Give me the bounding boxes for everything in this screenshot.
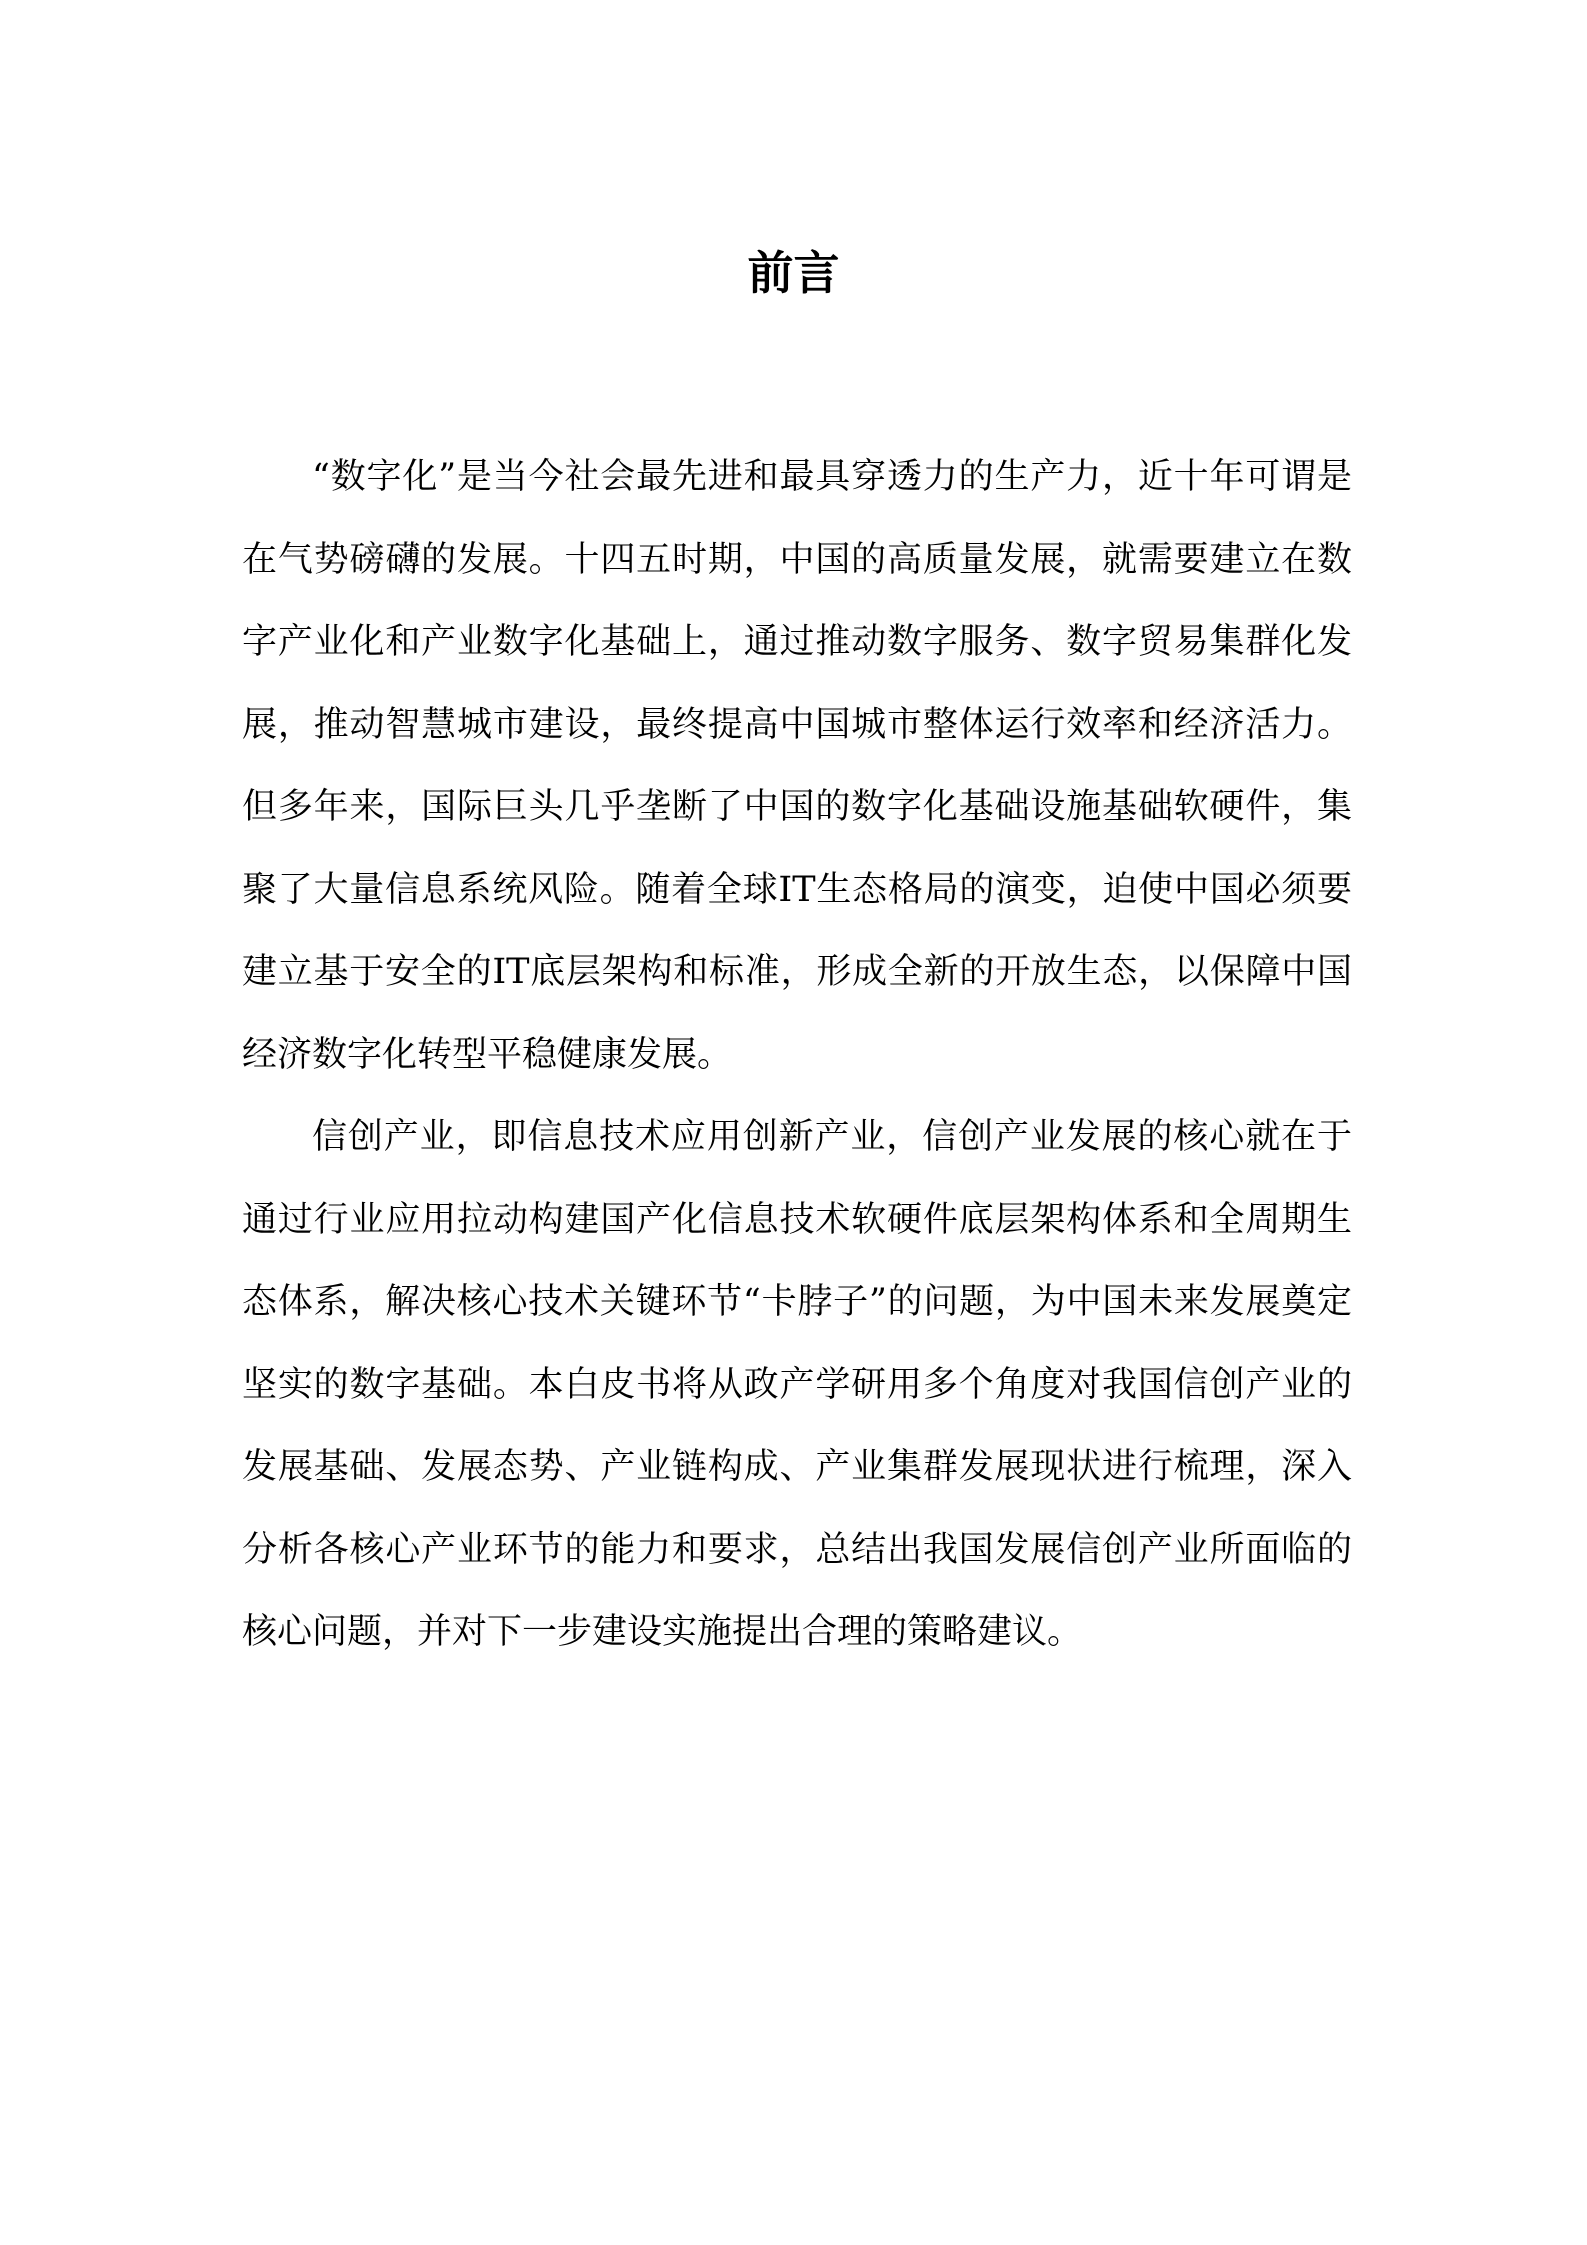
paragraph-2: 信创产业，即信息技术应用创新产业，信创产业发展的核心就在于通过行业应用拉动构建国产化信息技术软硬件底层架构体系和全周期生态体系，解决核心技术关键环节“卡脖子”的问题，为中国未来发展奠定坚实的数字基础。本白皮书将从政产学研用多个角度对我国信创产业的发展基础、发展态势、产业链构成、产业集群发展现状进行梳理，深入分析各核心产业环节的能力和要求，总结出我国发展信创产业所面临的核心问题，并对下一步建设实施提出合理的策略建议。 xyxy=(242,1117,1352,1652)
page-title: 前言 xyxy=(747,246,840,300)
document-body xyxy=(242,436,1352,1674)
paragraph-1: “数字化”是当今社会最先进和最具穿透力的生产力，近十年可谓是在气势磅礴的发展。十四五时期，中国的高质量发展，就需要建立在数字产业化和产业数字化基础上，通过推动数字服务、数字贸易集群化发展，推动智慧城市建设，最终提高中国城市整体运行效率和经济活力。但多年来，国际巨头几乎垄断了中国的数字化基础设施基础软硬件，集聚了大量信息系统风险。随着全球IT生态格局的演变，迫使中国必须要建立基于安全的IT底层架构和标准，形成全新的开放生态，以保障中国经济数字化转型平稳健康发展。 xyxy=(242,457,1352,1075)
